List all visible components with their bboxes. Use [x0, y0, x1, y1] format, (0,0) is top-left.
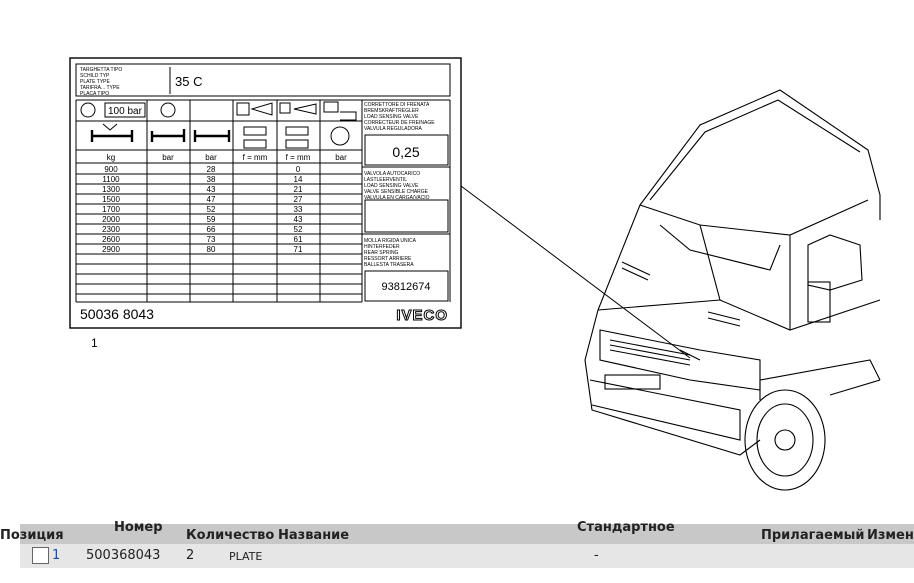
plate-cell: 52: [206, 205, 216, 214]
plate-cell: 43: [293, 215, 303, 224]
plate-cell: 80: [206, 245, 216, 254]
plate-cell: 66: [206, 225, 216, 234]
col-header-name[interactable]: Название: [278, 528, 350, 543]
right-text: VALVULA REGULADORA: [364, 126, 422, 132]
plate-cell: 73: [206, 235, 216, 244]
plate-cell: 21: [293, 185, 303, 194]
plate-cell: 38: [206, 175, 216, 184]
plate-part-number: 50036 8043: [80, 306, 154, 322]
plate-cell: 1300: [102, 185, 120, 194]
col-header-attached[interactable]: Прилагаемый: [761, 528, 865, 543]
plate-cell: 2900: [102, 245, 120, 254]
row-quantity: 2: [186, 548, 195, 563]
col-unit: f = mm: [242, 153, 268, 162]
plate-type-value: 35 C: [175, 74, 203, 89]
plate-cell: 2600: [102, 235, 120, 244]
right-text: BALLESTA TRASERA: [364, 262, 414, 268]
plate-cell: 2300: [102, 225, 120, 234]
right-text: LOAD SENSING VALVE: [364, 114, 419, 120]
plate-header-line: PLACA TIPO: [80, 91, 110, 97]
code-value: 93812674: [381, 281, 431, 293]
plate-cell: 1500: [102, 195, 120, 204]
plate-cell: 52: [293, 225, 303, 234]
plate-cell: 1100: [102, 175, 120, 184]
plate-cell: 2000: [102, 215, 120, 224]
right-text: LASTLEERVENTIL: [364, 177, 407, 183]
row-select-checkbox[interactable]: [32, 547, 49, 564]
col-unit: bar: [162, 153, 174, 162]
right-text: VALVOLA AUTOCARICO: [364, 171, 421, 177]
right-text: CORRECTEUR DE FREINAGE: [364, 120, 435, 126]
row-name: PLATE: [229, 550, 263, 563]
plate-header-line: SCHILD TYP: [80, 73, 110, 79]
plate-header-line: TARGHETTA TIPO: [80, 67, 123, 73]
col-header-number[interactable]: Номер: [114, 520, 163, 535]
plate-cell: 33: [293, 205, 303, 214]
callout-number: 1: [91, 336, 98, 350]
plate-cell: 47: [206, 195, 216, 204]
right-text: LOAD SENSING VALVE: [364, 183, 419, 189]
plate-cell: 1700: [102, 205, 120, 214]
plate-cell: 43: [206, 185, 216, 194]
plate-header-line: TARIFRA... TYPE: [80, 85, 120, 91]
col-header-change[interactable]: Измен: [867, 528, 914, 543]
plate-header-line: PLATE TYPE: [80, 79, 110, 85]
col-unit: kg: [106, 153, 116, 162]
ratio-value: 0,25: [392, 144, 420, 160]
right-text: MOLLA RIGIDA UNICA: [364, 238, 416, 244]
col-header-standard[interactable]: Стандартное: [577, 520, 675, 535]
plate-cell: 27: [293, 195, 303, 204]
col-unit: bar: [205, 153, 217, 162]
plate-cell: 59: [206, 215, 216, 224]
table-row[interactable]: [20, 544, 914, 568]
plate-cell: 900: [104, 165, 118, 174]
plate-cell: 61: [293, 235, 303, 244]
leader-line: [461, 186, 690, 358]
plate-pressure-label: 100 bar: [108, 106, 142, 117]
right-text: VALVE SENSIBLE CHARGE: [364, 189, 429, 195]
van-illustration: [585, 90, 880, 490]
right-text: BREMSKRAFTREGLER: [364, 108, 419, 114]
plate-cell: 28: [206, 165, 216, 174]
plate-cell: 0: [295, 165, 301, 174]
right-text: VALVULA EN CARGA/VACIO: [364, 195, 430, 201]
col-header-position[interactable]: Позиция: [0, 528, 64, 543]
plate-cell: 71: [293, 245, 303, 254]
col-header-quantity[interactable]: Количество: [186, 528, 275, 543]
col-unit: f = mm: [285, 153, 311, 162]
row-standard: -: [594, 548, 599, 563]
col-unit: bar: [335, 153, 347, 162]
row-position-link[interactable]: 1: [52, 548, 61, 563]
right-text: REAR SPRING: [364, 250, 399, 256]
right-text: RESSORT ARRIERE: [364, 256, 412, 262]
iveco-logo: IVECO: [396, 307, 448, 324]
plate-cell: 14: [293, 175, 303, 184]
right-text: HINTERFEDER: [364, 244, 400, 250]
right-text: CORRETTORE DI FRENATA: [364, 102, 430, 108]
row-number: 500368043: [86, 548, 161, 563]
table-header: [0, 520, 914, 544]
